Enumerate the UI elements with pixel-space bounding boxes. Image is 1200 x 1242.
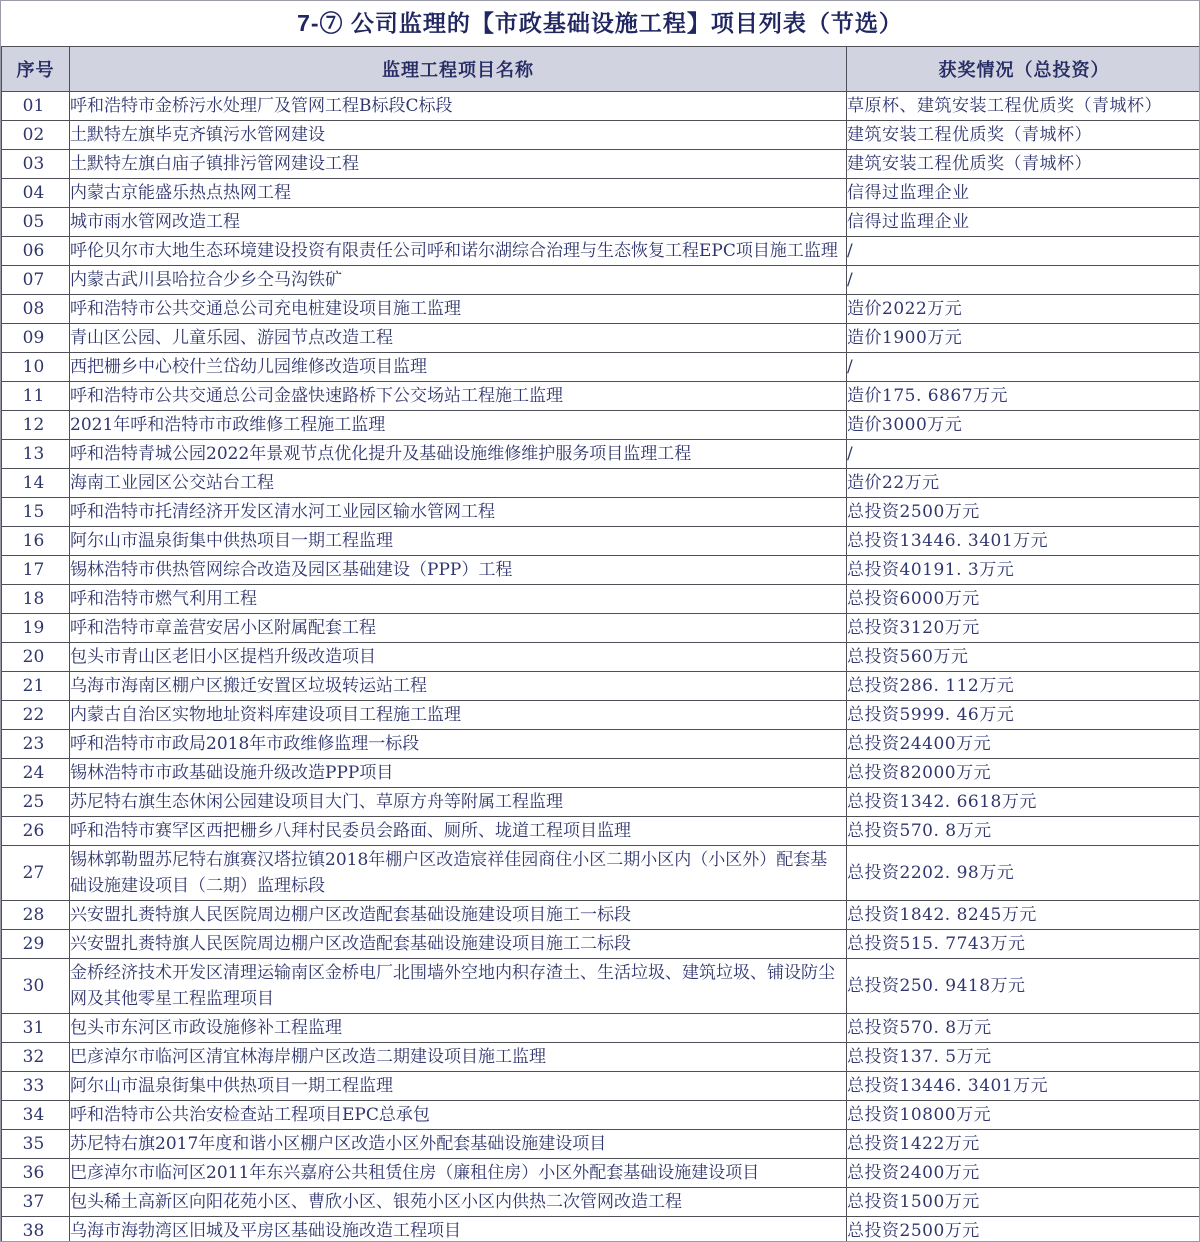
row-number-cell: 26 [2, 817, 70, 846]
table-row [2, 469, 1200, 498]
row-number-cell: 06 [2, 237, 70, 266]
project-name-cell: 西把栅乡中心校什兰岱幼儿园维修改造项目监理 [70, 353, 847, 382]
project-name-cell: 呼和浩特市章盖营安居小区附属配套工程 [70, 614, 847, 643]
award-cell: 总投资3120万元 [847, 614, 1200, 643]
column-header-award: 获奖情况（总投资） [847, 47, 1200, 92]
award-cell: 总投资137. 5万元 [847, 1043, 1200, 1072]
table-row [2, 672, 1200, 701]
award-cell: 总投资24400万元 [847, 730, 1200, 759]
award-cell: 总投资2400万元 [847, 1159, 1200, 1188]
row-number-cell: 27 [2, 846, 70, 901]
table-row [2, 1101, 1200, 1130]
column-header-serial: 序号 [2, 47, 70, 92]
row-number-cell: 20 [2, 643, 70, 672]
award-cell: 总投资5999. 46万元 [847, 701, 1200, 730]
page-title: 7-⑦ 公司监理的【市政基础设施工程】项目列表（节选） [1, 1, 1199, 46]
award-cell: 信得过监理企业 [847, 208, 1200, 237]
row-number-cell: 19 [2, 614, 70, 643]
project-name-cell: 乌海市海南区棚户区搬迁安置区垃圾转运站工程 [70, 672, 847, 701]
project-name-cell: 阿尔山市温泉街集中供热项目一期工程监理 [70, 1072, 847, 1101]
table-row [2, 930, 1200, 959]
row-number-cell: 17 [2, 556, 70, 585]
table-row [2, 614, 1200, 643]
award-cell: 总投资515. 7743万元 [847, 930, 1200, 959]
project-name-cell: 呼和浩特青城公园2022年景观节点优化提升及基础设施维修维护服务项目监理工程 [70, 440, 847, 469]
project-name-cell: 呼和浩特市公共交通总公司金盛快速路桥下公交场站工程施工监理 [70, 382, 847, 411]
project-name-cell: 兴安盟扎赉特旗人民医院周边棚户区改造配套基础设施建设项目施工一标段 [70, 901, 847, 930]
project-name-cell: 锡林浩特市市政基础设施升级改造PPP项目 [70, 759, 847, 788]
project-name-cell: 呼和浩特市公共治安检查站工程项目EPC总承包 [70, 1101, 847, 1130]
award-cell: 造价1900万元 [847, 324, 1200, 353]
row-number-cell: 21 [2, 672, 70, 701]
row-number-cell: 30 [2, 959, 70, 1014]
award-cell: 总投资286. 112万元 [847, 672, 1200, 701]
table-row [2, 1072, 1200, 1101]
award-cell: / [847, 440, 1200, 469]
row-number-cell: 05 [2, 208, 70, 237]
award-cell: 总投资6000万元 [847, 585, 1200, 614]
table-row [2, 179, 1200, 208]
row-number-cell: 18 [2, 585, 70, 614]
table-row [2, 788, 1200, 817]
award-cell: 总投资2202. 98万元 [847, 846, 1200, 901]
table-row [2, 150, 1200, 179]
project-name-cell: 金桥经济技术开发区清理运输南区金桥电厂北围墙外空地内积存渣土、生活垃圾、建筑垃圾、铺设防尘网及其他零星工程监理项目 [70, 959, 847, 1014]
table-row [2, 759, 1200, 788]
row-number-cell: 36 [2, 1159, 70, 1188]
project-name-cell: 包头市青山区老旧小区提档升级改造项目 [70, 643, 847, 672]
row-number-cell: 12 [2, 411, 70, 440]
table-row [2, 237, 1200, 266]
table-row [2, 959, 1200, 1014]
project-name-cell: 土默特左旗毕克齐镇污水管网建设 [70, 121, 847, 150]
column-header-project-name: 监理工程项目名称 [70, 47, 847, 92]
row-number-cell: 24 [2, 759, 70, 788]
award-cell: 总投资570. 8万元 [847, 1014, 1200, 1043]
project-name-cell: 兴安盟扎赉特旗人民医院周边棚户区改造配套基础设施建设项目施工二标段 [70, 930, 847, 959]
project-name-cell: 土默特左旗白庙子镇排污管网建设工程 [70, 150, 847, 179]
award-cell: 信得过监理企业 [847, 179, 1200, 208]
row-number-cell: 10 [2, 353, 70, 382]
table-row [2, 556, 1200, 585]
award-cell: 造价175. 6867万元 [847, 382, 1200, 411]
award-cell: 总投资10800万元 [847, 1101, 1200, 1130]
award-cell: 建筑安装工程优质奖（青城杯） [847, 150, 1200, 179]
award-cell: 总投资13446. 3401万元 [847, 1072, 1200, 1101]
project-name-cell: 呼和浩特市金桥污水处理厂及管网工程B标段C标段 [70, 92, 847, 121]
award-cell: 总投资560万元 [847, 643, 1200, 672]
row-number-cell: 14 [2, 469, 70, 498]
row-number-cell: 11 [2, 382, 70, 411]
award-cell: 造价22万元 [847, 469, 1200, 498]
table-row [2, 121, 1200, 150]
project-name-cell: 呼和浩特市公共交通总公司充电桩建设项目施工监理 [70, 295, 847, 324]
table-row [2, 92, 1200, 121]
award-cell: 总投资570. 8万元 [847, 817, 1200, 846]
row-number-cell: 37 [2, 1188, 70, 1217]
table-row [2, 846, 1200, 901]
project-name-cell: 呼和浩特市赛罕区西把栅乡八拜村民委员会路面、厕所、垅道工程项目监理 [70, 817, 847, 846]
table-row [2, 701, 1200, 730]
award-cell: 总投资2500万元 [847, 1217, 1200, 1242]
table-row [2, 382, 1200, 411]
project-name-cell: 包头稀土高新区向阳花苑小区、曹欣小区、银苑小区小区内供热二次管网改造工程 [70, 1188, 847, 1217]
award-cell: / [847, 353, 1200, 382]
row-number-cell: 34 [2, 1101, 70, 1130]
table-row [2, 1130, 1200, 1159]
project-name-cell: 呼和浩特市托清经济开发区清水河工业园区输水管网工程 [70, 498, 847, 527]
award-cell: 总投资2500万元 [847, 498, 1200, 527]
row-number-cell: 16 [2, 527, 70, 556]
table-row [2, 1188, 1200, 1217]
row-number-cell: 13 [2, 440, 70, 469]
table-row [2, 527, 1200, 556]
row-number-cell: 01 [2, 92, 70, 121]
table-row [2, 498, 1200, 527]
award-cell: 草原杯、建筑安装工程优质奖（青城杯） [847, 92, 1200, 121]
project-name-cell: 包头市东河区市政设施修补工程监理 [70, 1014, 847, 1043]
award-cell: 总投资1422万元 [847, 1130, 1200, 1159]
row-number-cell: 07 [2, 266, 70, 295]
row-number-cell: 22 [2, 701, 70, 730]
row-number-cell: 35 [2, 1130, 70, 1159]
row-number-cell: 09 [2, 324, 70, 353]
table-row [2, 901, 1200, 930]
award-cell: 建筑安装工程优质奖（青城杯） [847, 121, 1200, 150]
project-name-cell: 苏尼特右旗2017年度和谐小区棚户区改造小区外配套基础设施建设项目 [70, 1130, 847, 1159]
project-name-cell: 青山区公园、儿童乐园、游园节点改造工程 [70, 324, 847, 353]
table-row [2, 353, 1200, 382]
project-name-cell: 巴彦淖尔市临河区2011年东兴嘉府公共租赁住房（廉租住房）小区外配套基础设施建设项目 [70, 1159, 847, 1188]
award-cell: 造价3000万元 [847, 411, 1200, 440]
project-name-cell: 呼伦贝尔市大地生态环境建设投资有限责任公司呼和诺尔湖综合治理与生态恢复工程EPC项目施工监理 [70, 237, 847, 266]
row-number-cell: 33 [2, 1072, 70, 1101]
table-row [2, 643, 1200, 672]
table-row [2, 266, 1200, 295]
table-row [2, 1014, 1200, 1043]
row-number-cell: 04 [2, 179, 70, 208]
table-row [2, 1217, 1200, 1242]
table-body [2, 92, 1200, 1242]
project-name-cell: 锡林郭勒盟苏尼特右旗赛汉塔拉镇2018年棚户区改造宸祥佳园商住小区二期小区内（小区外）配套基础设施建设项目（二期）监理标段 [70, 846, 847, 901]
award-cell: / [847, 266, 1200, 295]
project-table [1, 46, 1200, 1242]
row-number-cell: 29 [2, 930, 70, 959]
row-number-cell: 38 [2, 1217, 70, 1242]
award-cell: 总投资250. 9418万元 [847, 959, 1200, 1014]
project-name-cell: 锡林浩特市供热管网综合改造及园区基础建设（PPP）工程 [70, 556, 847, 585]
row-number-cell: 28 [2, 901, 70, 930]
table-row [2, 1159, 1200, 1188]
table-row [2, 1043, 1200, 1072]
header-row [2, 47, 1200, 92]
project-name-cell: 内蒙古武川县哈拉合少乡仝马沟铁矿 [70, 266, 847, 295]
row-number-cell: 32 [2, 1043, 70, 1072]
row-number-cell: 23 [2, 730, 70, 759]
row-number-cell: 03 [2, 150, 70, 179]
table-row [2, 295, 1200, 324]
table-row [2, 411, 1200, 440]
table-row [2, 440, 1200, 469]
project-name-cell: 呼和浩特市市政局2018年市政维修监理一标段 [70, 730, 847, 759]
table-row [2, 585, 1200, 614]
row-number-cell: 31 [2, 1014, 70, 1043]
project-name-cell: 内蒙古京能盛乐热点热网工程 [70, 179, 847, 208]
project-name-cell: 巴彦淖尔市临河区清宜林海岸棚户区改造二期建设项目施工监理 [70, 1043, 847, 1072]
table-row [2, 324, 1200, 353]
award-cell: 造价2022万元 [847, 295, 1200, 324]
project-name-cell: 城市雨水管网改造工程 [70, 208, 847, 237]
project-name-cell: 内蒙古自治区实物地址资料库建设项目工程施工监理 [70, 701, 847, 730]
award-cell: 总投资1342. 6618万元 [847, 788, 1200, 817]
table-row [2, 730, 1200, 759]
row-number-cell: 08 [2, 295, 70, 324]
award-cell: / [847, 237, 1200, 266]
project-name-cell: 呼和浩特市燃气利用工程 [70, 585, 847, 614]
project-name-cell: 2021年呼和浩特市市政维修工程施工监理 [70, 411, 847, 440]
award-cell: 总投资1842. 8245万元 [847, 901, 1200, 930]
project-name-cell: 海南工业园区公交站台工程 [70, 469, 847, 498]
row-number-cell: 15 [2, 498, 70, 527]
award-cell: 总投资82000万元 [847, 759, 1200, 788]
row-number-cell: 02 [2, 121, 70, 150]
award-cell: 总投资13446. 3401万元 [847, 527, 1200, 556]
award-cell: 总投资40191. 3万元 [847, 556, 1200, 585]
project-name-cell: 苏尼特右旗生态休闲公园建设项目大门、草原方舟等附属工程监理 [70, 788, 847, 817]
project-name-cell: 乌海市海勃湾区旧城及平房区基础设施改造工程项目 [70, 1217, 847, 1242]
row-number-cell: 25 [2, 788, 70, 817]
award-cell: 总投资1500万元 [847, 1188, 1200, 1217]
table-row [2, 208, 1200, 237]
table-row [2, 817, 1200, 846]
project-name-cell: 阿尔山市温泉街集中供热项目一期工程监理 [70, 527, 847, 556]
